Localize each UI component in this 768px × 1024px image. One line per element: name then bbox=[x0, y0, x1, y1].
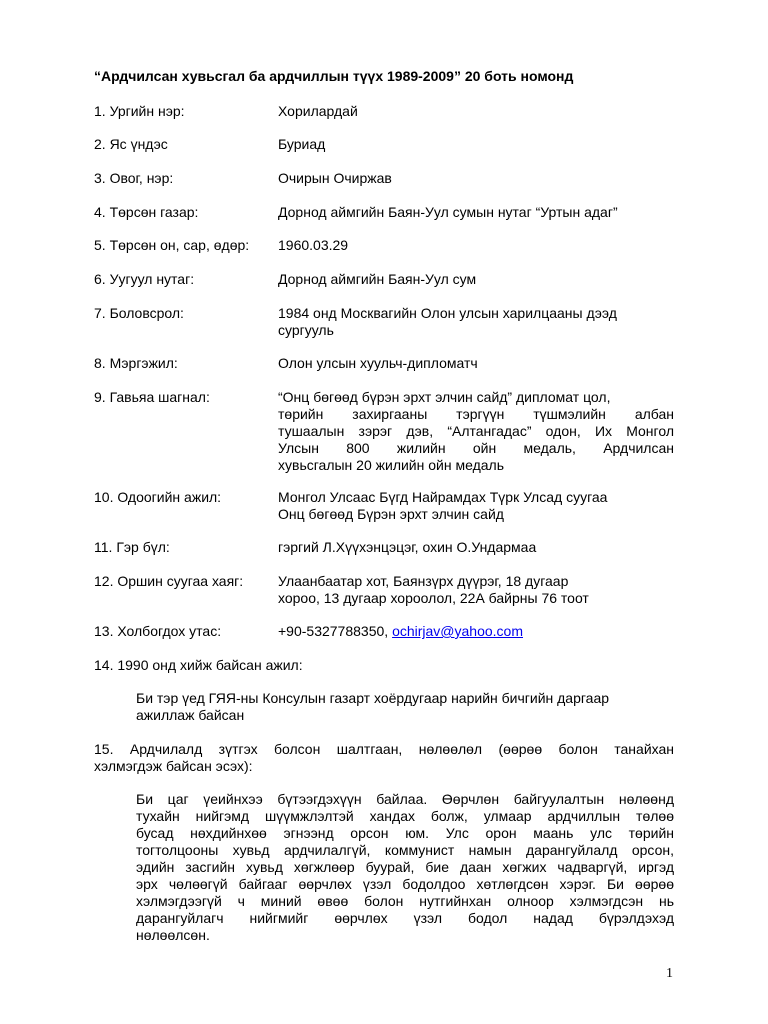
field-label: 6. Уугуул нутаг: bbox=[94, 271, 195, 287]
question-15-heading: 15. Ардчилалд зүтгэх болсон шалтгаан, нөлөөлөл (өөрөө болон танайхан хэлмэгдэж байсан эсэх): bbox=[94, 741, 674, 774]
field-value: Очирын Очиржав bbox=[278, 170, 392, 186]
field-value: Буриад bbox=[278, 136, 326, 152]
field-label: 4. Төрсөн газар: bbox=[94, 204, 199, 220]
field-value: 1960.03.29 bbox=[278, 237, 349, 253]
field-value: Хорилардай bbox=[278, 103, 358, 119]
phone-number: +90-5327788350, bbox=[278, 623, 389, 639]
field-label: 11. Гэр бүл: bbox=[94, 539, 170, 555]
field-value: Улаанбаатар хот, Баянзүрх дүүрэг, 18 дугаар хороо, 13 дугаар хороолол, 22А байрны 76 тоот bbox=[278, 573, 589, 606]
field-value: Дорнод аймгийн Баян-Уул сум bbox=[278, 271, 477, 287]
field-value: Монгол Улсаас Бүгд Найрамдах Түрк Улсад суугаа Онц бөгөөд Бүрэн эрхт элчин сайд bbox=[278, 489, 608, 522]
field-label: 9. Гавьяа шагнал: bbox=[94, 389, 210, 405]
field-label: 2. Яс үндэс bbox=[94, 136, 168, 152]
field-value: “Онц бөгөөд бүрэн эрхт элчин сайд” дипломат цол, төрийн захиргааны тэргүүн түшмэлийн албан тушаалын зэрэг дэв, “Алтангадас” одон, Их Монгол Улсын 800 жилийн ойн медаль, Ардчилсан хувьсгалын 20 жилийн ойн медаль bbox=[278, 389, 674, 473]
question-14-answer: Би тэр үед ГЯЯ-ны Консулын газарт хоёрдугаар нарийн бичгийн даргаар ажиллаж байсан bbox=[136, 690, 610, 723]
field-label: 13. Холбогдох утас: bbox=[94, 623, 222, 639]
field-label: 10. Одоогийн ажил: bbox=[94, 489, 222, 505]
field-label: 7. Боловсрол: bbox=[94, 305, 184, 321]
field-value: Дорнод аймгийн Баян-Уул сумын нутаг “Уртын адаг” bbox=[278, 204, 618, 220]
field-label: 8. Мэргэжил: bbox=[94, 355, 178, 371]
question-15-answer: Би цаг үеийнхээ бүтээгдэхүүн байлаа. Өөрчлөн байгуулалтын нөлөөнд тухайн нийгэмд шүүмжлэлтэй хандах болж, улмаар ардчиллын төлөө бусад нөхдийнхөө эгнээнд орсон юм. Улс орон маань улс төрийн тогтолцооны хувьд ардчилалгүй, коммунист намын дарангуйлалд орсон, эдийн засгийн хувьд хөгжлөөр буурай, бие даан хөгжих чадваргүй, иргэд эрх чөлөөгүй байгааг өөрчлөх үзэл бодолдоо хөтлөгдсөн хэрэг. Би өөрөө хэлмэгдээгүй ч миний өвөө болон нутгийнхан олноор хэлмэгдсэн нь дарангуйлагч нийгмийг өөрчлөх үзэл бодол надад бүрэлдэхэд нөлөөлсөн. bbox=[136, 791, 674, 943]
field-label: 1. Ургийн нэр: bbox=[94, 103, 185, 119]
field-value: 1984 онд Москвагийн Олон улсын харилцааны дээд сургууль bbox=[278, 305, 617, 338]
field-value: Олон улсын хуульч-дипломатч bbox=[278, 355, 478, 371]
document-title: “Ардчилсан хувьсгал ба ардчиллын түүх 1989-2009” 20 боть номонд bbox=[94, 68, 574, 84]
field-label: 12. Оршин суугаа хаяг: bbox=[94, 573, 244, 589]
field-value: гэргий Л.Хүүхэнцэцэг, охин О.Ундармаа bbox=[278, 539, 537, 555]
page-number: 1 bbox=[666, 966, 673, 981]
question-14-heading: 14. 1990 онд хийж байсан ажил: bbox=[94, 657, 303, 673]
field-value bbox=[278, 623, 674, 640]
email-link[interactable]: ochirjav@yahoo.com bbox=[392, 623, 523, 639]
field-label: 5. Төрсөн он, сар, өдөр: bbox=[94, 237, 250, 253]
field-label: 3. Овог, нэр: bbox=[94, 170, 174, 186]
